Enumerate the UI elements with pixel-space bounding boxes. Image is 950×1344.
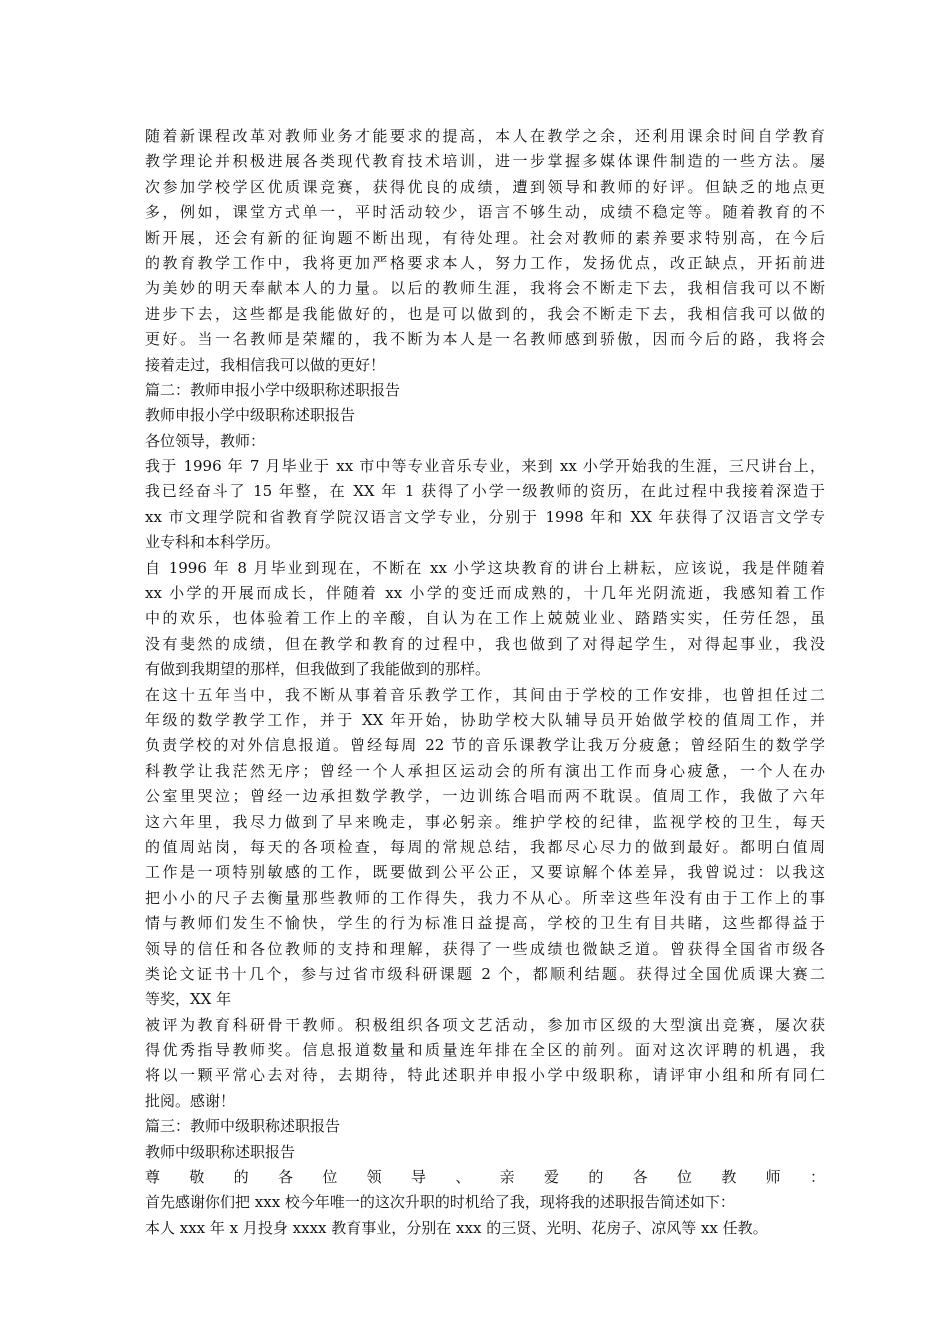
text-line: 业专科和本科学历。 bbox=[145, 533, 281, 552]
text-line: 批阅。感谢！ bbox=[145, 1091, 236, 1110]
text-line: 随着新课程改革对教师业务才能要求的提高，本人在教学之余，还利用课余时间自学教育 bbox=[145, 127, 825, 145]
text-line: 进步下去，这些都是我能做好的，也是可以做到的，我会不断走下去，我相信我可以做的 bbox=[145, 304, 825, 323]
text-line: 领导的信任和各位教师的支持和理解，获得了一些成绩也微缺乏道。曾获得全国省市级各 bbox=[145, 939, 825, 958]
text-line: 在这十五年当中，我不断从事着音乐教学工作，其间由于学校的工作安排，也曾担任过二 bbox=[145, 685, 825, 704]
text-line: 负责学校的对外信息报道。曾经每周 22 节的音乐课教学让我万分疲惫；曾经陌生的数学学 bbox=[145, 736, 825, 755]
text-line: 篇三：教师中级职称述职报告 bbox=[145, 1117, 341, 1136]
text-line: 将以一颗平常心去对待，去期待，特此述职并申报小学中级职称，请评审小组和所有同仁 bbox=[145, 1066, 825, 1085]
text-line: 为美妙的明天奉献本人的力量。以后的教师生涯，我将会不断走下去，我相信我可以不断 bbox=[145, 279, 825, 298]
text-line: 工作是一项特别敏感的工作，既要做到公平公正，又要谅解个体差异，我曾说过：以我这 bbox=[145, 863, 825, 882]
text-line: 得优秀指导教师奖。信息报道数量和质量连年排在全区的前列。面对这次评聘的机遇，我 bbox=[145, 1041, 825, 1060]
document-body bbox=[145, 124, 825, 1241]
text-line: 篇二：教师申报小学中级职称述职报告 bbox=[145, 380, 401, 399]
text-line: 教学理论并积极进展各类现代教育技术培训，进一步掌握多媒体课件制造的一些方法。屡 bbox=[145, 152, 825, 171]
text-line: 接着走过，我相信我可以做的更好！ bbox=[145, 355, 386, 374]
text-line: 的值周站岗，每天的各项检查，每周的常规总结，我都尽心尽力的做到最好。都明白值周 bbox=[145, 837, 825, 856]
text-line: 把小小的尺子去衡量那些教师的工作得失，我力不从心。所幸这些年没有由于工作上的事 bbox=[145, 888, 825, 907]
text-line: xx 小学的开展而成长，伴随着 xx 小学的变迁而成熟的，十几年光阴流逝，我感知着工作 bbox=[145, 584, 825, 603]
text-line: 类论文证书十几个，参与过省市级科研课题 2 个，都顺利结题。获得过全国优质课大赛二 bbox=[145, 964, 825, 983]
text-line: 我已经奋斗了 15 年整，在 XX 年 1 获得了小学一级教师的资历，在此过程中我接着深造于 bbox=[145, 482, 825, 501]
text-line: 多，例如，课堂方式单一，平时活动较少，语言不够生动，成绩不稳定等。随着教育的不 bbox=[145, 203, 825, 222]
text-line: 没有斐然的成绩，但在教学和教育的过程中，我也做到了对得起学生，对得起事业，我没 bbox=[145, 634, 825, 653]
text-line: 更好。当一名教师是荣耀的，我不断为本人是一名教师感到骄傲，因而今后的路，我将会 bbox=[145, 330, 825, 349]
text-line: 各位领导，教师： bbox=[145, 431, 266, 450]
text-line: 被评为教育科研骨干教师。积极组织各项文艺活动，参加市区级的大型演出竞赛，屡次获 bbox=[145, 1015, 825, 1034]
text-line: 断开展，还会有新的征询题不断出现，有待处理。社会对教师的素养要求特别高，在今后 bbox=[145, 228, 825, 247]
text-line: 本人 xxx 年 x 月投身 xxxx 教育事业，分别在 xxx 的三贤、光明、花房子、凉风等 xx 任教。 bbox=[145, 1218, 768, 1237]
text-line: 自 1996 年 8 月毕业到现在，不断在 xx 小学这块教育的讲台上耕耘，应该说，我是伴随着 bbox=[145, 558, 825, 577]
text-line: 教师中级职称述职报告 bbox=[145, 1142, 296, 1161]
text-line: 次参加学校学区优质课竞赛，获得优良的成绩，遭到领导和教师的好评。但缺乏的地点更 bbox=[145, 177, 825, 196]
text-line: 情与教师们发生不愉快，学生的行为标准日益提高，学校的卫生有目共睹，这些都得益于 bbox=[145, 914, 825, 933]
text-line: 教师申报小学中级职称述职报告 bbox=[145, 406, 356, 425]
text-line: 中的欢乐，也体验着工作上的辛酸，自认为在工作上兢兢业业、踏踏实实，任劳任怨，虽 bbox=[145, 609, 825, 628]
text-line: 公室里哭泣；曾经一边承担数学教学，一边训练合唱而两不耽误。值周工作，我做了六年 bbox=[145, 787, 825, 806]
text-line: 首先感谢你们把 xxx 校今年唯一的这次升职的时机给了我，现将我的述职报告简述如下： bbox=[145, 1193, 735, 1212]
text-line: 等奖，XX 年 bbox=[145, 990, 232, 1009]
text-line: 这六年里，我尽力做到了早来晚走，事必躬亲。维护学校的纪律，监视学校的卫生，每天 bbox=[145, 812, 825, 831]
text-line: 有做到我期望的那样，但我做到了我能做到的那样。 bbox=[145, 660, 491, 679]
text-line: 我于 1996 年 7 月毕业于 xx 市中等专业音乐专业，来到 xx 小学开始我的生涯，三尺讲台上， bbox=[145, 457, 825, 476]
text-line: 年级的数学教学工作，并于 XX 年开始，协助学校大队辅导员开始做学校的值周工作，并 bbox=[145, 710, 825, 729]
text-line: xx 市文理学院和省教育学院汉语言文学专业，分别于 1998 年和 XX 年获得了汉语言文学专 bbox=[145, 507, 825, 526]
text-line: 的教育教学工作中，我将更加严格要求本人，努力工作，发扬优点，改正缺点，开拓前进 bbox=[145, 253, 825, 272]
text-line: 科教学让我茫然无序；曾经一个人承担区运动会的所有演出工作而身心疲惫，一个人在办 bbox=[145, 761, 825, 780]
text-line: 尊敬的各位领导、亲爱的各位教师： bbox=[145, 1168, 825, 1187]
